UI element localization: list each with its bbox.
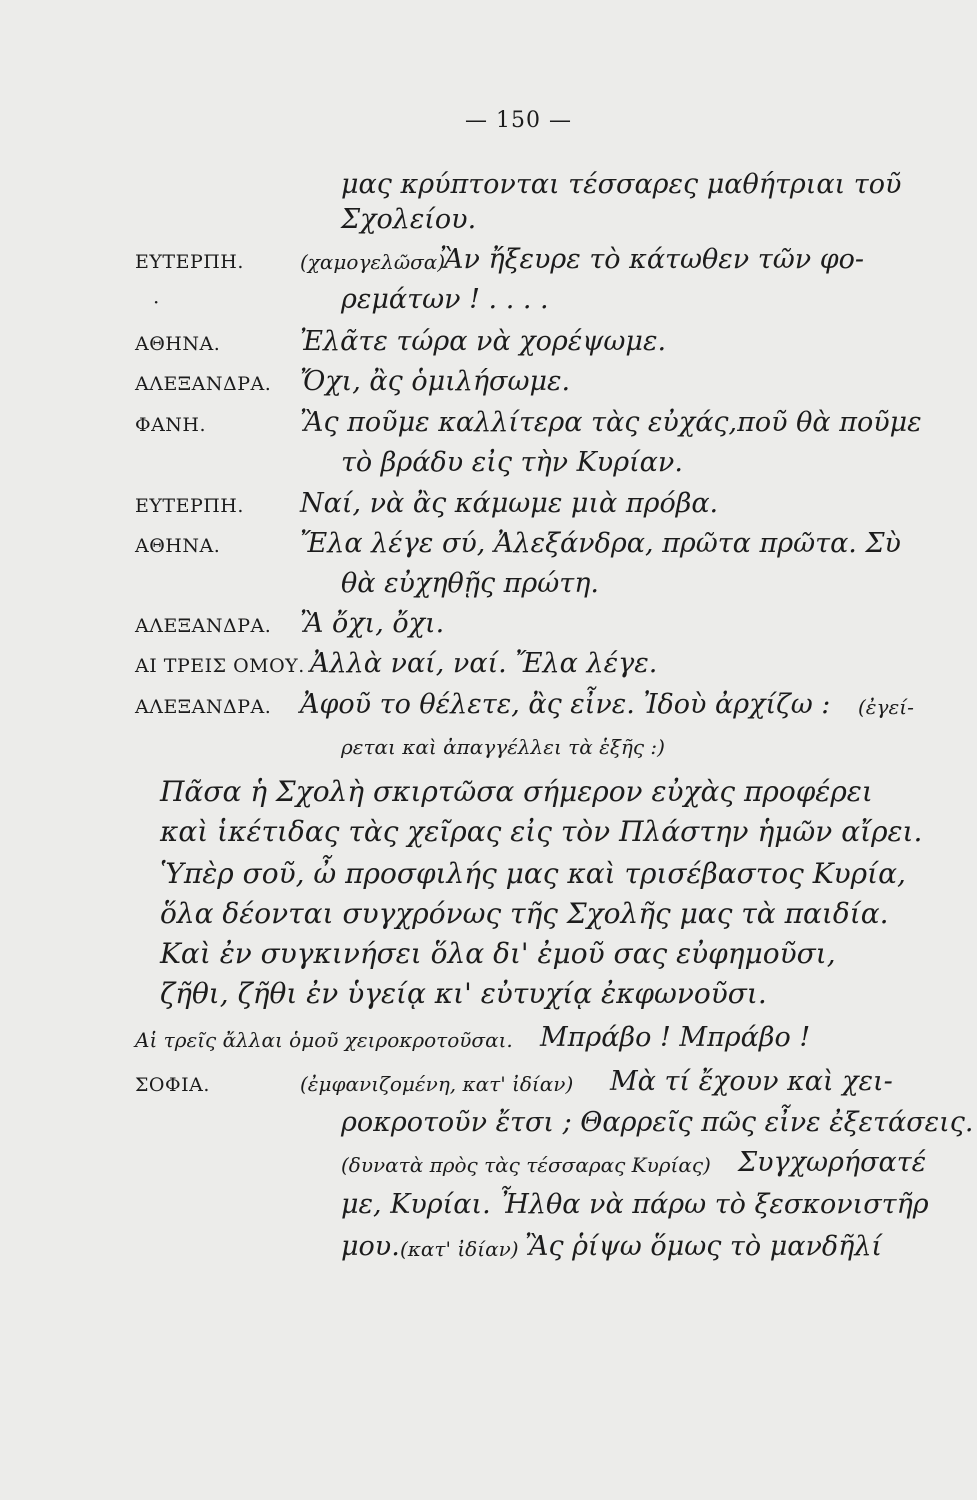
text-line: θὰ εὐχηθῇς πρώτη. bbox=[341, 568, 599, 599]
stage-direction: ρεται καὶ ἀπαγγέλλει τὰ ἑξῆς :) bbox=[341, 735, 665, 759]
stage-direction: (κατ' ἰδίαν) bbox=[400, 1237, 519, 1261]
text-line: Ἂν ἤξευρε τὸ κάτωθεν τῶν φο- bbox=[440, 244, 864, 275]
page-number: — 150 — bbox=[465, 108, 572, 133]
speaker-name: ΑΛΕΞΑΝΔΡΑ. bbox=[135, 373, 272, 395]
verse-line: ὅλα δέονται συγχρόνως τῆς Σχολῆς μας τὰ παιδία. bbox=[160, 897, 889, 930]
speaker-name: ΑΘΗΝΑ. bbox=[135, 535, 221, 557]
speaker-name: ΑΙ ΤΡΕΙΣ ΟΜΟΥ. bbox=[135, 655, 305, 677]
text-line: μας κρύπτονται τέσσαρες μαθήτριαι τοῦ bbox=[341, 169, 902, 200]
text-line: με, Κυρίαι. Ἦλθα νὰ πάρω τὸ ξεσκονιστῆρ bbox=[341, 1189, 929, 1220]
verse-line: ζῆθι, ζῆθι ἐν ὑγείᾳ κι' εὐτυχίᾳ ἐκφωνοῦσι. bbox=[160, 977, 767, 1010]
verse-line: Ὑπὲρ σοῦ, ὦ προσφιλής μας καὶ τρισέβαστος Κυρία, bbox=[160, 857, 906, 890]
speaker-name: ΦΑΝΗ. bbox=[135, 414, 207, 436]
text-line: Ἐλᾶτε τώρα νὰ χορέψωμε. bbox=[300, 326, 667, 357]
text-line: Ἀλλὰ ναί, ναί. Ἔλα λέγε. bbox=[310, 648, 658, 679]
verse-line: Πᾶσα ἡ Σχολὴ σκιρτῶσα σήμερον εὐχὰς προφέρει bbox=[160, 775, 873, 808]
text-line: Ἔλα λέγε σύ, Ἀλεξάνδρα, πρῶτα πρῶτα. Σὺ bbox=[300, 528, 901, 559]
text-line: ροκροτοῦν ἔτσι ; Θαρρεῖς πῶς εἶνε ἐξετάσεις. bbox=[341, 1107, 974, 1138]
stage-direction: (ἐμφανιζομένη, κατ' ἰδίαν) bbox=[300, 1072, 574, 1096]
margin-dot: · bbox=[153, 290, 160, 314]
speaker-name: ΑΛΕΞΑΝΔΡΑ. bbox=[135, 696, 272, 718]
text-line: Μὰ τί ἔχουν καὶ χει- bbox=[610, 1066, 893, 1097]
text-line: Ἂς ῥίψω ὅμως τὸ μανδῆλί bbox=[525, 1231, 883, 1262]
speaker-name: ΕΥΤΕΡΠΗ. bbox=[135, 251, 244, 273]
speaker-name: ΑΛΕΞΑΝΔΡΑ. bbox=[135, 615, 272, 637]
verse-line: καὶ ἱκέτιδας τὰς χεῖρας εἰς τὸν Πλάστην ἡμῶν αἴρει. bbox=[160, 815, 923, 848]
text-line: Σχολείου. bbox=[341, 204, 477, 235]
stage-direction: Αἱ τρεῖς ἄλλαι ὁμοῦ χειροκροτοῦσαι. bbox=[135, 1028, 513, 1052]
stage-direction: (δυνατὰ πρὸς τὰς τέσσαρας Κυρίας) bbox=[341, 1153, 711, 1177]
stage-direction: (χαμογελῶσα) bbox=[300, 250, 446, 274]
speaker-name: ΑΘΗΝΑ. bbox=[135, 333, 221, 355]
text-line: Ἀφοῦ το θέλετε, ἂς εἶνε. Ἰδοὺ ἀρχίζω : bbox=[300, 689, 831, 720]
stage-direction: (ἐγεί- bbox=[858, 695, 914, 719]
verse-line: Καὶ ἐν συγκινήσει ὅλα δι' ἐμοῦ σας εὐφημοῦσι, bbox=[160, 937, 836, 970]
text-line: ρεμάτων ! . . . . bbox=[341, 284, 549, 315]
text-line: Ἂς ποῦμε καλλίτερα τὰς εὐχάς,ποῦ θὰ ποῦμε bbox=[300, 407, 922, 438]
text-line: Μπράβο ! Μπράβο ! bbox=[540, 1022, 811, 1053]
text-line: μου. bbox=[341, 1231, 400, 1262]
text-line: Συγχωρήσατέ bbox=[738, 1147, 927, 1178]
speaker-name: ΕΥΤΕΡΠΗ. bbox=[135, 495, 244, 517]
text-line: τὸ βράδυ εἰς τὴν Κυρίαν. bbox=[341, 447, 683, 478]
text-line: Ναί, νὰ ἂς κάμωμε μιὰ πρόβα. bbox=[300, 488, 719, 519]
speaker-name: ΣΟΦΙΑ. bbox=[135, 1074, 210, 1096]
text-line: Ὄχι, ἂς ὁμιλήσωμε. bbox=[300, 366, 571, 397]
text-line: Ἂ ὄχι, ὄχι. bbox=[300, 608, 445, 639]
